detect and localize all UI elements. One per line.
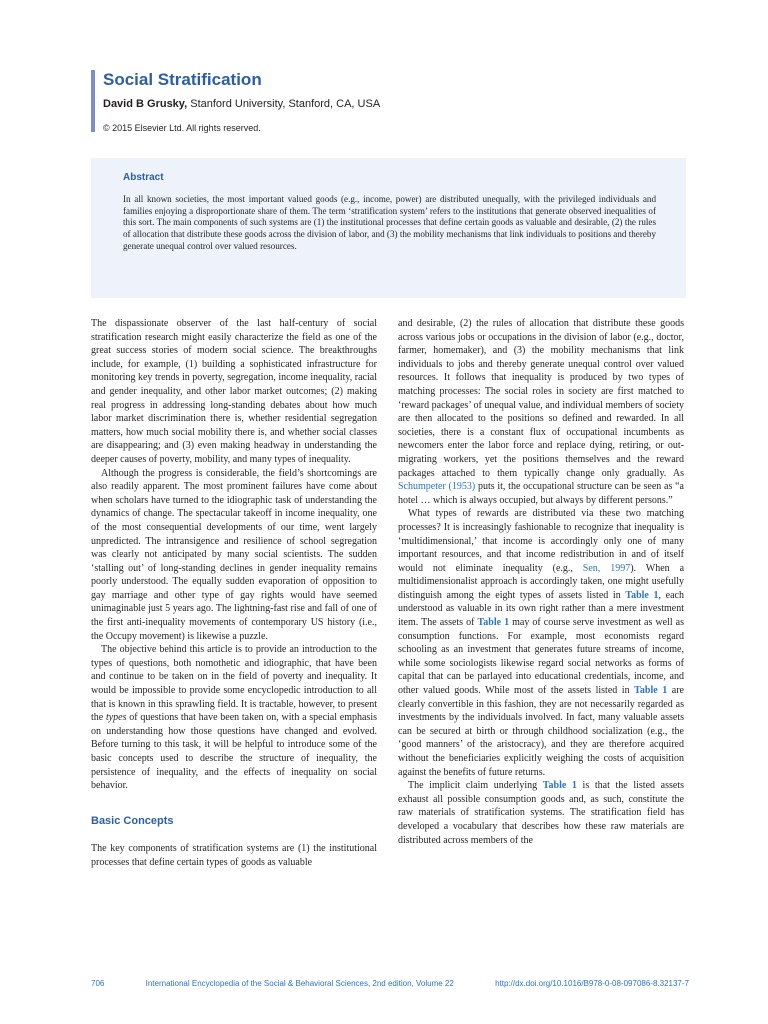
header-accent-bar: [91, 70, 95, 132]
citation-link-sen[interactable]: Sen, 1997: [582, 562, 631, 574]
table-link[interactable]: Table 1: [542, 780, 577, 792]
right-column: [398, 317, 684, 847]
author-line: [103, 98, 380, 110]
journal-citation: International Encyclopedia of the Social & Behavioral Sciences, 2nd edition, Volume 22: [145, 979, 454, 988]
page-number: 706: [91, 979, 105, 988]
paragraph: What types of rewards are distributed via these two matching processes? It is increasingly fashionable to recognize that inequality is ‘multidimensional,’ that income is accordingly only one of many important resources, and that income redistribution in and of itself would not eliminate inequality (e.g., Sen, 1997). When a multidimensionalist approach is accordingly taken, one might usefully distinguish among the eight types of assets listed in Table 1, each understood as valuable in its own right rather than a mere investment item. The assets of Table 1 may of course serve investment as well as consumption functions. For example, most economists regard schooling as an investment that generates future streams of income, while some sociologists likewise regard social networks as forms of capital that can be parlayed into educational credentials, income, and other valued goods. While most of the assets listed in Table 1 are clearly convertible in this fashion, they are not necessarily regarded as investments by the individuals involved. In fact, many valuable assets can be secured at birth or through childhood socialization (e.g., the ‘good manners’ of the aristocracy), and they are therefore acquired without the beneficiaries explicitly weighing the costs of acquisition against the benefits of future returns.: [398, 508, 685, 778]
paragraph: The key components of stratification systems are (1) the institutional processes that define certain types of goods as valuable: [91, 843, 377, 868]
citation-link-schumpeter[interactable]: Schumpeter (1953): [398, 481, 476, 493]
abstract-text: In all known societies, the most important valued goods (e.g., income, power) are distributed unequally, with the privileged individuals and families enjoying a disproportionate share of them. The term ‘stratification system’ refers to the institutions that generate observed inequalities of this sort. The main components of such systems are (1) the institutional processes that define certain goods as valuable and desirable, (2) the rules of allocation that distribute these goods across the division of labor, and (3) the mobility mechanisms that link individuals to positions and thereby generate unequal control over valued resources.: [123, 194, 656, 251]
paragraph: Although the progress is considerable, the field’s shortcomings are also readily apparent. The most prominent failures have come about when scholars have turned to the idiographic task of understanding the dynamics of change. The spectacular takeoff in income inequality, one of the most consequential developments of our time, went largely unpredicted. The intransigence and resilience of school segregation was clearly not anticipated by many social scientists. The sudden ‘stalling out’ of long-standing declines in gender inequality remains poorly understood. The equally sudden evaporation of opposition to gay marriage and other type of gay rights would have seemed unimaginable just 5 years ago. The lightning-fast rise and fall of one of the first anti-inequality movements of contemporary US history (i.e., the Occupy movement) is likewise a puzzle.: [91, 467, 377, 642]
article-title: Social Stratification: [103, 70, 262, 89]
table-link[interactable]: Table 1: [625, 589, 659, 601]
paragraph: The objective behind this article is to provide an introduction to the types of questions, both nomothetic and idiographic, that have been and continue to be taken on in the field of poverty and inequality. It would be impossible to provide some encyclopedic introduction to all that is known in this sprawling field. It is tractable, however, to present the types of questions that have been taken on, with a special emphasis on understanding how those questions have changed and evolved. Before turning to this task, it will be helpful to introduce some of the basic concepts used to describe the structure of inequality, the persistence of inequality, and the effects of inequality on social behavior.: [91, 644, 377, 792]
author-affiliation: Stanford University, Stanford, CA, USA: [190, 98, 381, 110]
left-column: [91, 317, 377, 870]
copyright-notice: © 2015 Elsevier Ltd. All rights reserved.: [103, 123, 261, 133]
table-link[interactable]: Table 1: [477, 617, 510, 629]
table-link[interactable]: Table 1: [634, 685, 668, 697]
doi-link[interactable]: http://dx.doi.org/10.1016/B978-0-08-097086-8.32137-7: [495, 979, 689, 988]
paragraph: and desirable, (2) the rules of allocation that distribute these goods across various jobs or occupations in the division of labor (e.g., doctor, farmer, homemaker), and (3) the mobility mechanisms that link individuals to jobs and thereby generate unequal control over valued resources. It follows that inequality is produced by two types of matching processes: The social roles in society are first matched to ‘reward packages’ of unequal value, and individual members of society are then allocated to the positions so defined and rewarded. In all societies, there is a constant flux of occupational incumbents as newcomers enter the labor force and replace dying, retiring, or out-migrating workers, yet the positions themselves and the reward packages attached to them typically change only gradually. As Schumpeter (1953) puts it, the occupational structure can be seen as “a hotel … which is always occupied, but always by different persons.”: [398, 318, 684, 506]
emphasis-types: types: [105, 712, 127, 724]
page-footer: [91, 979, 689, 988]
paragraph: The implicit claim underlying Table 1 is that the listed assets exhaust all possible consumption goods and, as such, constitute the raw materials of stratification systems. The stratification field has developed a vocabulary that describes how these raw materials are distributed across members of the: [398, 780, 684, 846]
section-heading-basic-concepts: Basic Concepts: [91, 814, 174, 827]
paragraph: The dispassionate observer of the last half-century of social stratification research might easily characterize the field as one of the great success stories of modern social science. The breakthroughs include, for example, (1) building a sophisticated infrastructure for monitoring key trends in poverty, segregation, income inequality, racial and gender inequality, and other labor market outcomes; (2) making real progress in addressing long-standing debates about how much labor market discrimination there is, whether residential segregation matters, how much social mobility there is, and whether social classes are disappearing; and (3) even making headway in understanding the deeper causes of poverty, mobility, and many types of inequality.: [91, 318, 377, 465]
abstract-heading: Abstract: [123, 172, 164, 183]
author-name: David B Grusky,: [103, 98, 188, 110]
